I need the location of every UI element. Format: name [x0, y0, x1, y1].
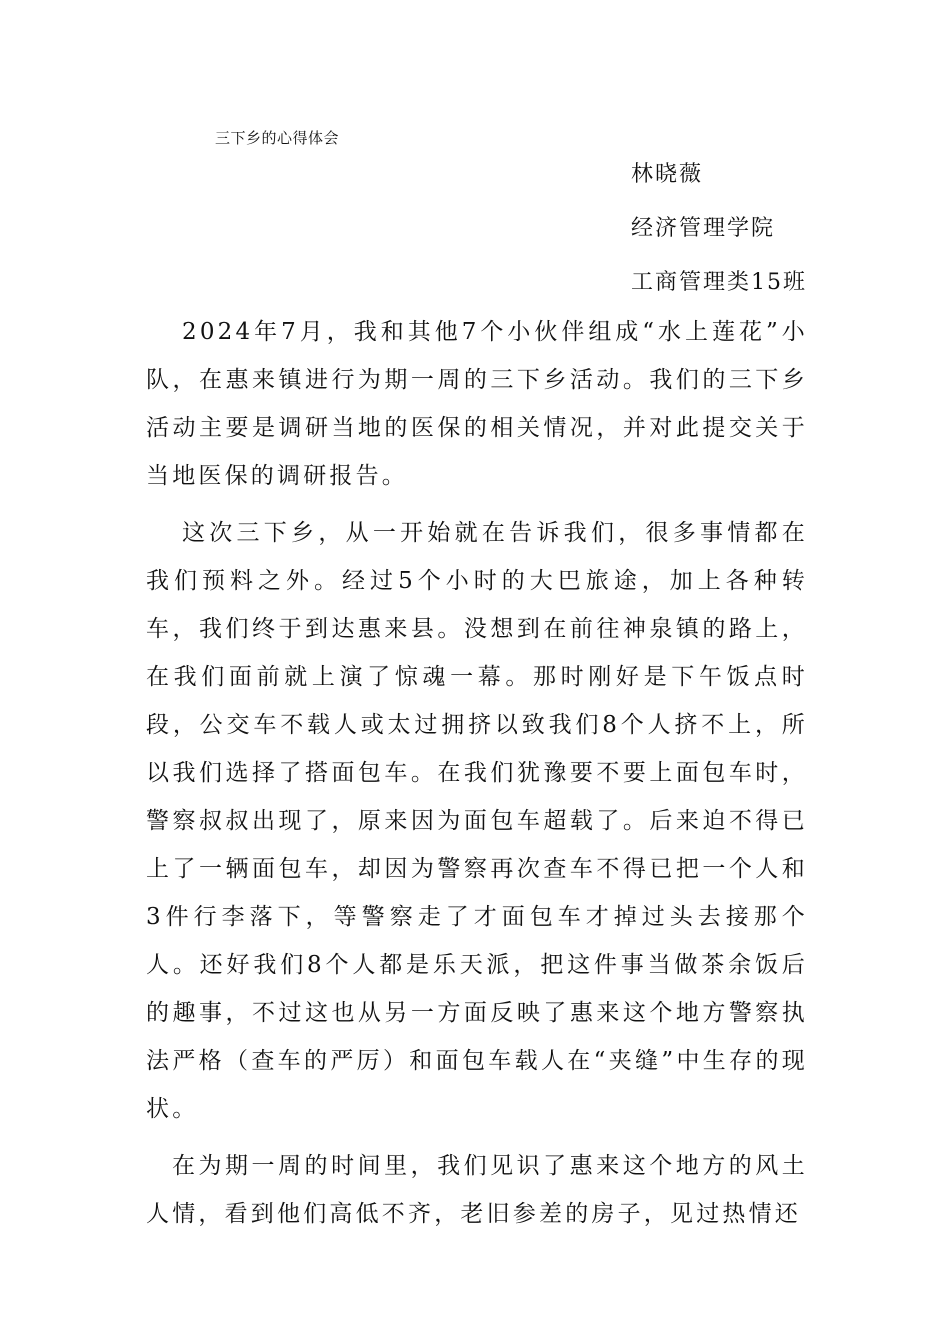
author-name: 林晓薇 — [631, 162, 704, 187]
author-block — [631, 160, 807, 322]
author-class: 工商管理类15班 — [631, 270, 807, 295]
document-body — [146, 308, 808, 1238]
paragraph: 这次三下乡，从一开始就在告诉我们，很多事情都在我们预料之外。经过5个小时的大巴旅途，加上各种转车，我们终于到达惠来县。没想到在前往神泉镇的路上，在我们面前就上演了惊魂一幕。那时刚好是下午饭点时段，公交车不载人或太过拥挤以致我们8个人挤不上，所以我们选择了搭面包车。在我们犹豫要不要上面包车时，警察叔叔出现了，原来因为面包车超载了。后来迫不得已上了一辆面包车，却因为警察再次查车不得已把一个人和3件行李落下，等警察走了才面包车才掉过头去接那个人。还好我们8个人都是乐天派，把这件事当做茶余饭后的趣事，不过这也从另一方面反映了惠来这个地方警察执法严格（查车的严厉）和面包车载人在“夹缝”中生存的现状。 — [146, 520, 808, 1122]
document-title: 三下乡的心得体会 — [215, 129, 340, 147]
paragraph: 2024年7月，我和其他7个小伙伴组成“水上莲花”小队，在惠来镇进行为期一周的三下乡活动。我们的三下乡活动主要是调研当地的医保的相关情况，并对此提交关于当地医保的调研报告。 — [146, 319, 808, 489]
author-college: 经济管理学院 — [631, 216, 776, 241]
paragraph: 在为期一周的时间里，我们见识了惠来这个地方的风土人情，看到他们高低不齐，老旧参差的房子，见过热情还 — [146, 1153, 808, 1227]
